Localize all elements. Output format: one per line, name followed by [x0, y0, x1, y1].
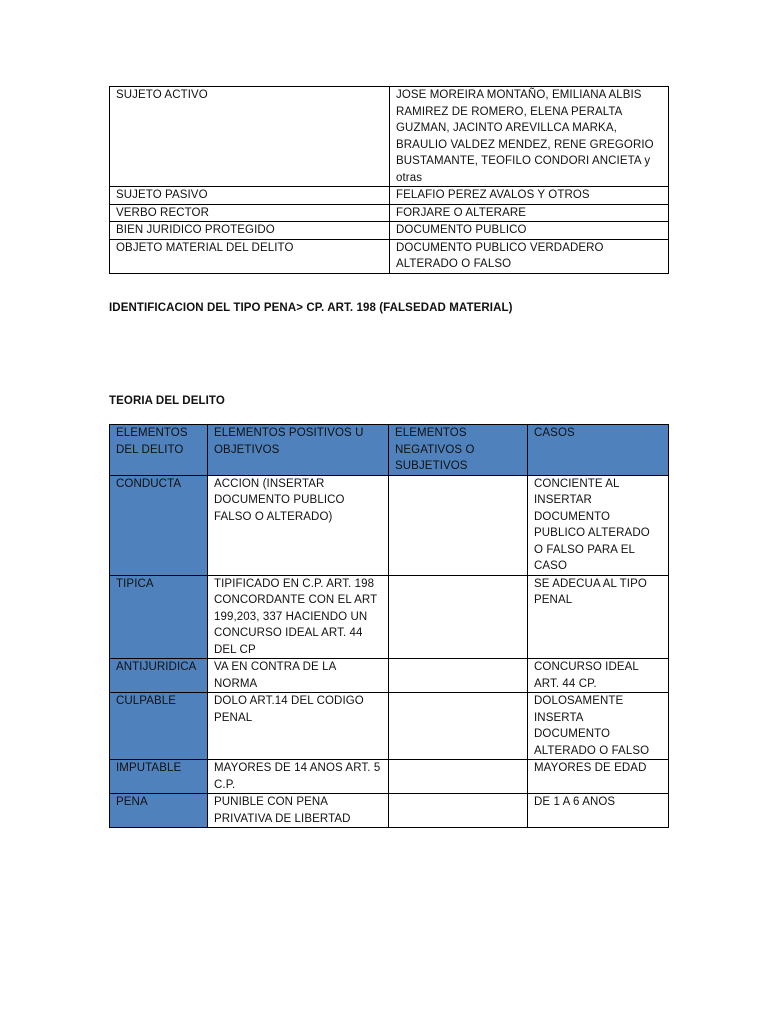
table-row [110, 222, 669, 240]
header-cell: CASOS [528, 425, 669, 476]
row-label: OBJETO MATERIAL DEL DELITO [110, 239, 390, 273]
element-cell: IMPUTABLE [110, 760, 208, 794]
row-label: VERBO RECTOR [110, 204, 390, 222]
table-row [110, 239, 669, 273]
positive-cell: DOLO ART.14 DEL CODIGO PENAL [208, 693, 389, 760]
table-row [110, 187, 669, 205]
header-cell: ELEMENTOS NEGATIVOS O SUBJETIVOS [389, 425, 528, 476]
cases-cell: DOLOSAMENTE INSERTA DOCUMENTO ALTERADO O FALSO [528, 693, 669, 760]
teoria-table [109, 424, 669, 828]
row-value: FELAFIO PEREZ AVALOS Y OTROS [390, 187, 669, 205]
element-cell: TIPICA [110, 575, 208, 659]
row-value: FORJARE O ALTERARE [390, 204, 669, 222]
element-cell: ANTIJURIDICA [110, 659, 208, 693]
tipo-pena-heading: IDENTIFICACION DEL TIPO PENA> CP. ART. 198 (FALSEDAD MATERIAL) [109, 302, 513, 314]
positive-cell: ACCION (INSERTAR DOCUMENTO PUBLICO FALSO O ALTERADO) [208, 475, 389, 575]
row-value: DOCUMENTO PUBLICO VERDADERO ALTERADO O FALSO [390, 239, 669, 273]
negative-cell [389, 659, 528, 693]
cases-cell: SE ADECUA AL TIPO PENAL [528, 575, 669, 659]
table-row [110, 87, 669, 187]
table-row [110, 760, 669, 794]
positive-cell: TIPIFICADO EN C.P. ART. 198 CONCORDANTE CON EL ART 199,203, 337 HACIENDO UN CONCURSO IDEAL ART. 44 DEL CP [208, 575, 389, 659]
row-value: DOCUMENTO PUBLICO [390, 222, 669, 240]
table-row [110, 659, 669, 693]
table-row [110, 475, 669, 575]
negative-cell [389, 475, 528, 575]
table-header-row [110, 425, 669, 476]
negative-cell [389, 693, 528, 760]
header-cell: ELEMENTOS DEL DELITO [110, 425, 208, 476]
cases-cell: CONCIENTE AL INSERTAR DOCUMENTO PUBLICO ALTERADO O FALSO PARA EL CASO [528, 475, 669, 575]
table-row [110, 575, 669, 659]
table-row [110, 693, 669, 760]
positive-cell: PUNIBLE CON PENA PRIVATIVA DE LIBERTAD [208, 794, 389, 828]
row-label: SUJETO PASIVO [110, 187, 390, 205]
positive-cell: MAYORES DE 14 ANOS ART. 5 C.P. [208, 760, 389, 794]
row-label: BIEN JURIDICO PROTEGIDO [110, 222, 390, 240]
row-label: SUJETO ACTIVO [110, 87, 390, 187]
positive-cell: VA EN CONTRA DE LA NORMA [208, 659, 389, 693]
element-cell: PENA [110, 794, 208, 828]
cases-cell: CONCURSO IDEAL ART. 44 CP. [528, 659, 669, 693]
negative-cell [389, 794, 528, 828]
negative-cell [389, 760, 528, 794]
cases-cell: DE 1 A 6 ANOS [528, 794, 669, 828]
subjects-table [109, 86, 669, 274]
element-cell: CULPABLE [110, 693, 208, 760]
row-value: JOSE MOREIRA MONTAÑO, EMILIANA ALBIS RAMIREZ DE ROMERO, ELENA PERALTA GUZMAN, JACINTO AREVILLCA MARKA, BRAULIO VALDEZ MENDEZ, RENE GREGORIO BUSTAMANTE, TEOFILO CONDORI ANCIETA y otras [390, 87, 669, 187]
element-cell: CONDUCTA [110, 475, 208, 575]
cases-cell: MAYORES DE EDAD [528, 760, 669, 794]
table-row [110, 204, 669, 222]
negative-cell [389, 575, 528, 659]
table-row [110, 794, 669, 828]
teoria-heading: TEORIA DEL DELITO [109, 395, 225, 407]
header-cell: ELEMENTOS POSITIVOS U OBJETIVOS [208, 425, 389, 476]
